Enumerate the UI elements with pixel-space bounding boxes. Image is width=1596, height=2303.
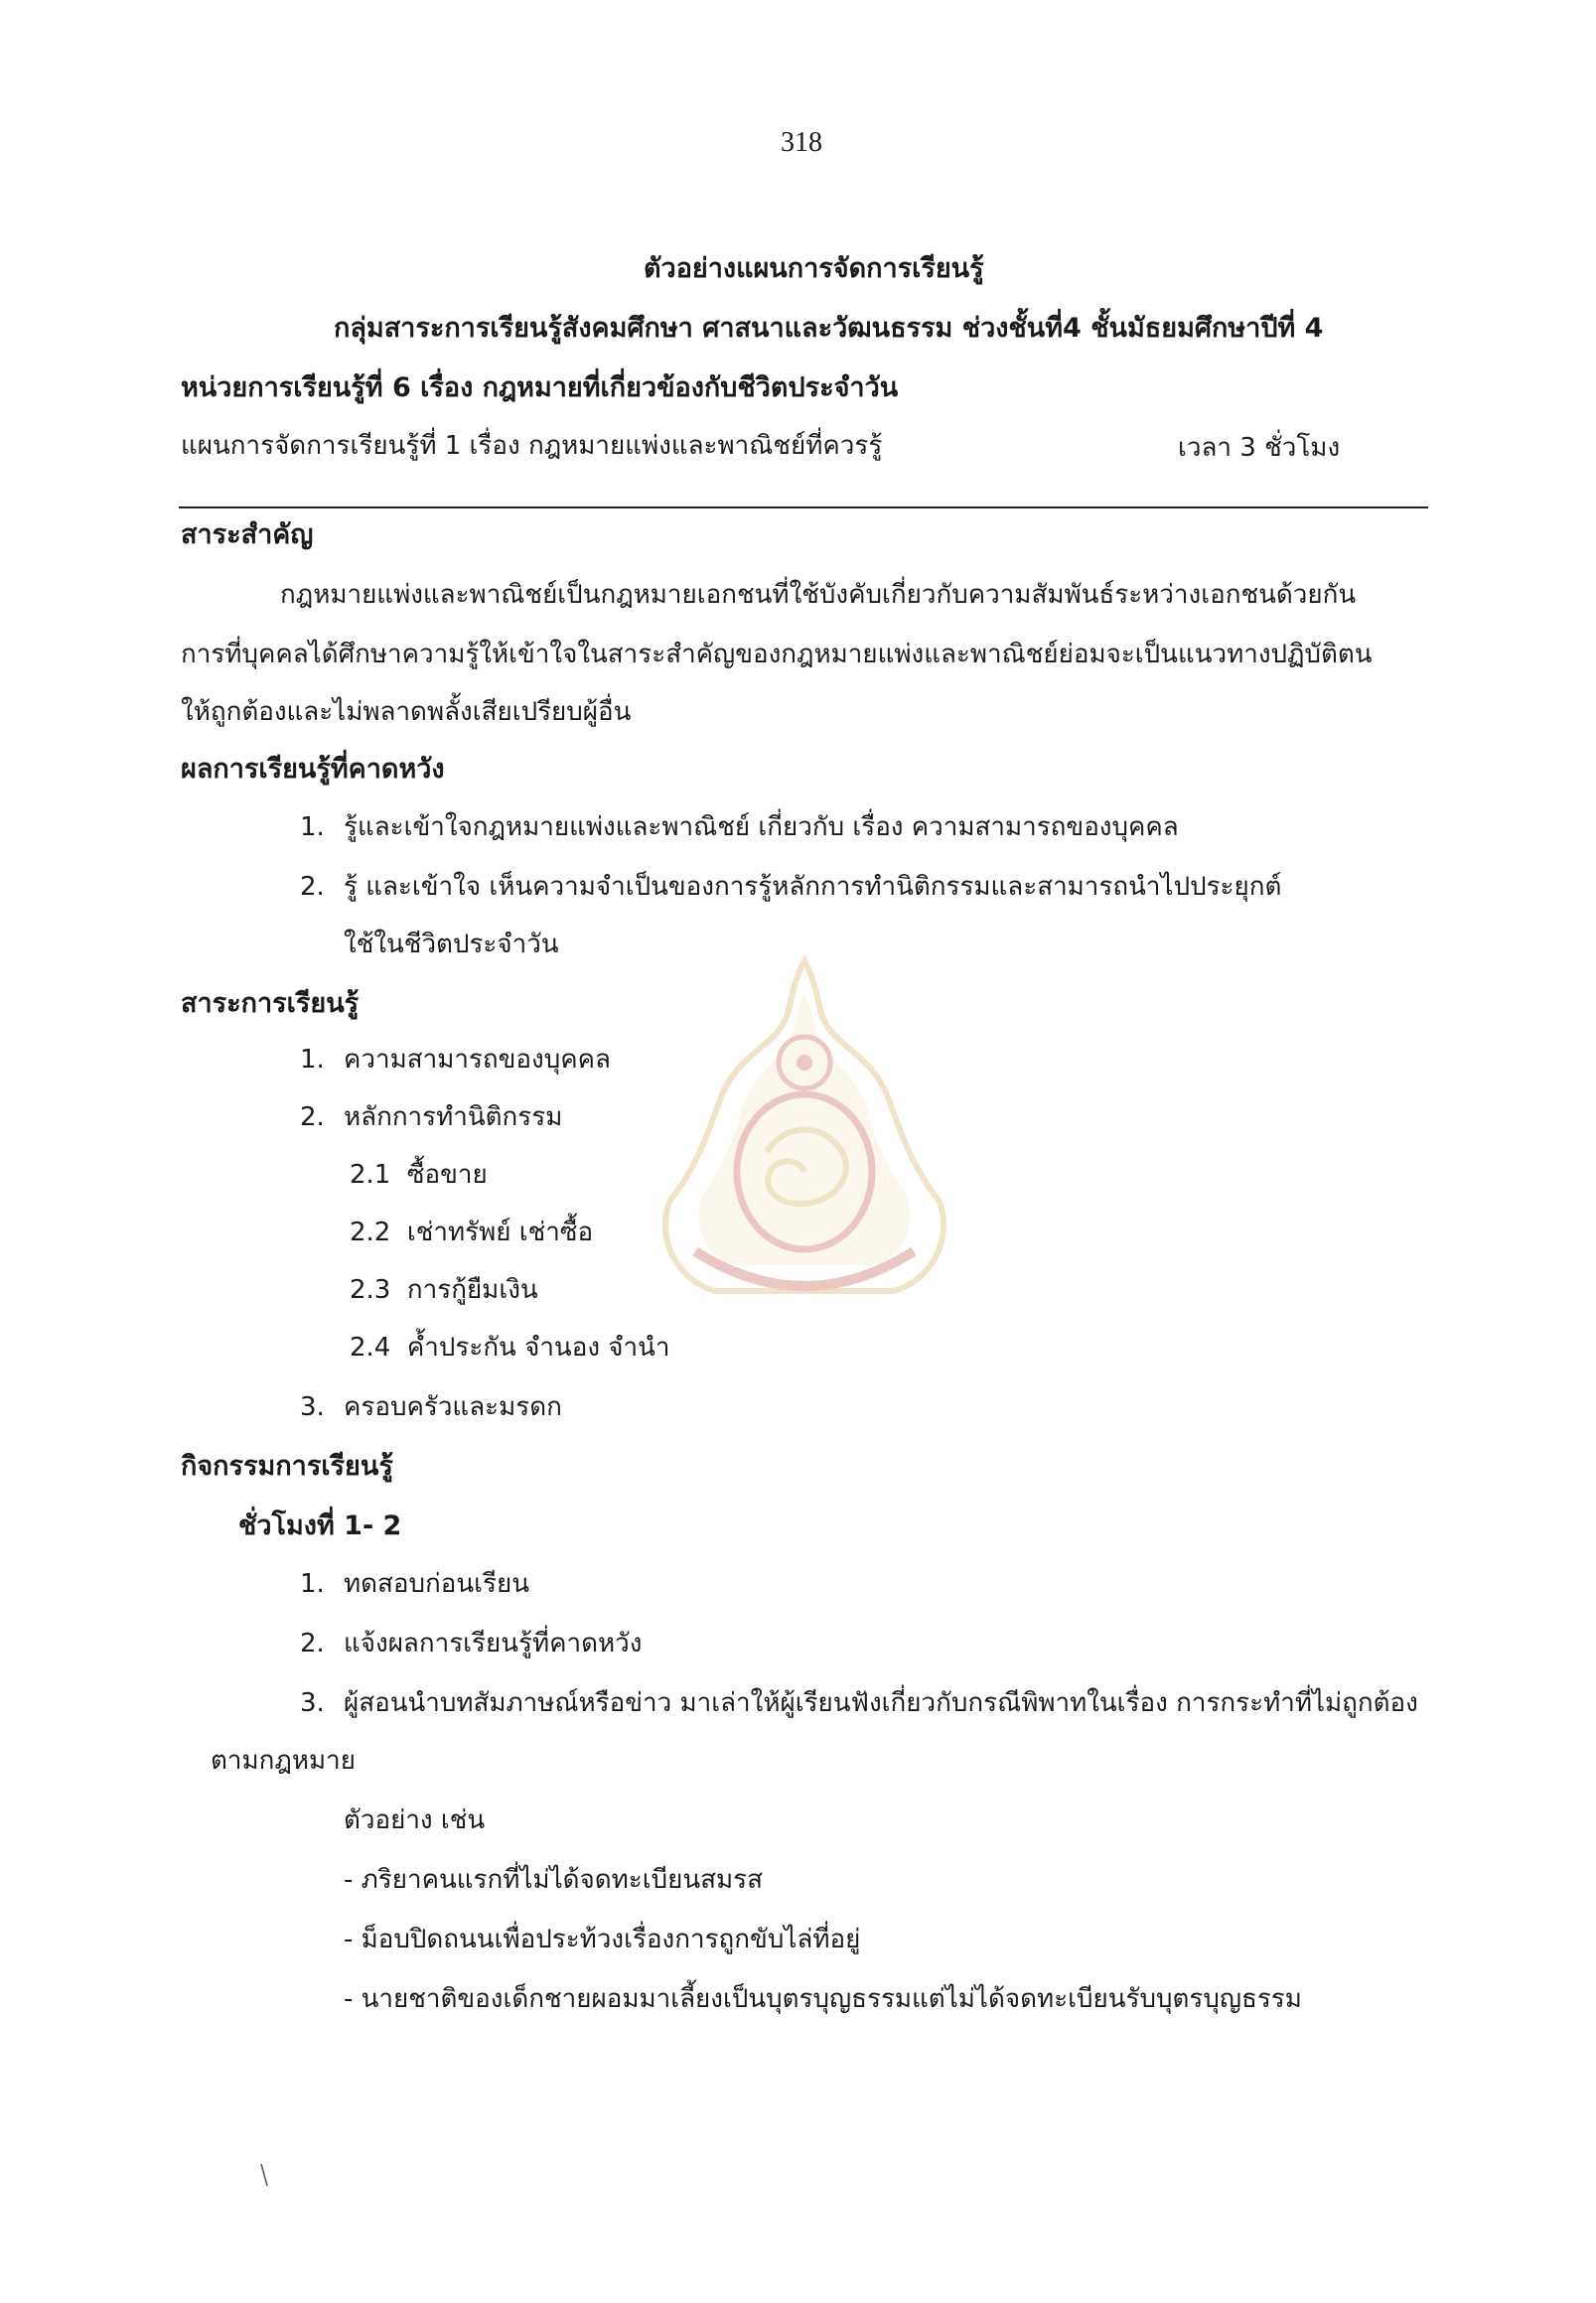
content-text: ครอบครัวและมรดก — [344, 1392, 562, 1422]
outcome-item-2 — [300, 866, 1281, 907]
emblem-wheel-hub — [797, 1055, 812, 1071]
outcome-item-1 — [300, 806, 1179, 847]
page-number: 318 — [781, 127, 822, 158]
subitem-number: 2.2 — [350, 1218, 391, 1247]
content-text: ความสามารถของบุคคล — [344, 1045, 611, 1075]
emblem-watermark — [655, 953, 953, 1331]
subitem-text: ซื้อขาย — [406, 1160, 488, 1190]
activity-text: ทดสอบก่อนเรียน — [344, 1569, 530, 1599]
content-number: 3. — [300, 1392, 325, 1422]
content-subitem — [350, 1269, 538, 1310]
subitem-number: 2.3 — [350, 1275, 391, 1305]
outcome-text: รู้ และเข้าใจ เห็นความจำเป็นของการรู้หลักการทำนิติกรรมและสามารถนำไปประยุกต์ — [344, 872, 1282, 902]
hours-heading: ชั่วโมงที่ 1- 2 — [238, 1511, 402, 1541]
essence-line-3: ให้ถูกต้องและไม่พลาดพลั้งเสียเปรียบผู้อื่น — [181, 697, 632, 727]
content-subitem — [350, 1154, 488, 1195]
essence-line-2: การที่บุคคลได้ศึกษาความรู้ให้เข้าใจในสาระสำคัญของกฎหมายแพ่งและพาณิชย์ย่อมจะเป็นแนวทางปฏิบัติตน — [181, 640, 1373, 669]
activity-item-3-continuation: ตามกฎหมาย — [211, 1746, 356, 1776]
plan-line: แผนการจัดการเรียนรู้ที่ 1 เรื่อง กฎหมายแพ่งและพาณิชย์ที่ควรรู้ — [181, 431, 883, 461]
subitem-number: 2.1 — [350, 1160, 391, 1190]
subitem-number: 2.4 — [350, 1333, 391, 1363]
content-item-1 — [300, 1039, 611, 1080]
subitem-text: ค้ำประกัน จำนอง จำนำ — [406, 1333, 670, 1363]
example-label: ตัวอย่าง เช่น — [344, 1805, 486, 1835]
outcome-number: 2. — [300, 872, 325, 902]
activity-item-2 — [300, 1623, 642, 1663]
subitem-text: การกู้ยืมเงิน — [406, 1275, 538, 1305]
subject-line: กลุ่มสาระการเรียนรู้สังคมศึกษา ศาสนาและวัฒนธรรม ช่วงชั้นที่4 ชั้นมัธยมศึกษาปีที่ 4 — [334, 313, 1324, 344]
outcome-item-2-continuation: ใช้ในชีวิตประจำวัน — [344, 930, 559, 959]
essence-line-1: กฎหมายแพ่งและพาณิชย์เป็นกฎหมายเอกชนที่ใช้บังคับเกี่ยวกับความสัมพันธ์ระหว่างเอกชนด้วยกัน — [280, 580, 1357, 610]
content-text: หลักการทำนิติกรรม — [344, 1102, 563, 1132]
example-item-2: - ม็อบปิดถนนเพื่อประท้วงเรื่องการถูกขับไล่ที่อยู่ — [344, 1925, 861, 1954]
content-item-3 — [300, 1386, 562, 1427]
activity-text: ผู้สอนนำบทสัมภาษณ์หรือข่าว มาเล่าให้ผู้เรียนฟังเกี่ยวกับกรณีพิพาทในเรื่อง การกระทำที่ไม่ถูกต้อง — [344, 1688, 1418, 1718]
activity-number: 1. — [300, 1569, 325, 1599]
essence-heading: สาระสำคัญ — [181, 519, 314, 550]
outcomes-heading: ผลการเรียนรู้ที่คาดหวัง — [181, 754, 445, 785]
header-divider — [179, 506, 1428, 508]
example-item-3: - นายชาติของเด็กชายผอมมาเลี้ยงเป็นบุตรบุญธรรมแต่ไม่ได้จดทะเบียนรับบุตรบุญธรรม — [344, 1984, 1302, 2014]
scan-mark — [260, 2163, 268, 2187]
document-title: ตัวอย่างแผนการจัดการเรียนรู้ — [644, 253, 984, 284]
activities-heading: กิจกรรมการเรียนรู้ — [181, 1451, 393, 1482]
content-number: 2. — [300, 1102, 325, 1132]
subitem-text: เช่าทรัพย์ เช่าซื้อ — [406, 1218, 594, 1247]
content-subitem — [350, 1327, 670, 1367]
activity-item-1 — [300, 1563, 529, 1604]
content-subitem — [350, 1212, 593, 1252]
example-item-1: - ภริยาคนแรกที่ไม่ได้จดทะเบียนสมรส — [344, 1865, 763, 1895]
activity-text: แจ้งผลการเรียนรู้ที่คาดหวัง — [344, 1629, 643, 1658]
time-label: เวลา 3 ชั่วโมง — [1178, 433, 1341, 463]
unit-line: หน่วยการเรียนรู้ที่ 6 เรื่อง กฎหมายที่เกี่ยวข้องกับชีวิตประจำวัน — [181, 372, 899, 403]
outcome-number: 1. — [300, 812, 325, 842]
content-number: 1. — [300, 1045, 325, 1075]
content-heading: สาระการเรียนรู้ — [181, 988, 360, 1019]
content-item-2 — [300, 1096, 562, 1137]
activity-item-3 — [300, 1682, 1418, 1723]
activity-number: 3. — [300, 1688, 325, 1718]
activity-number: 2. — [300, 1629, 325, 1658]
outcome-text: รู้และเข้าใจกฎหมายแพ่งและพาณิชย์ เกี่ยวกับ เรื่อง ความสามารถของบุคคล — [344, 812, 1179, 842]
